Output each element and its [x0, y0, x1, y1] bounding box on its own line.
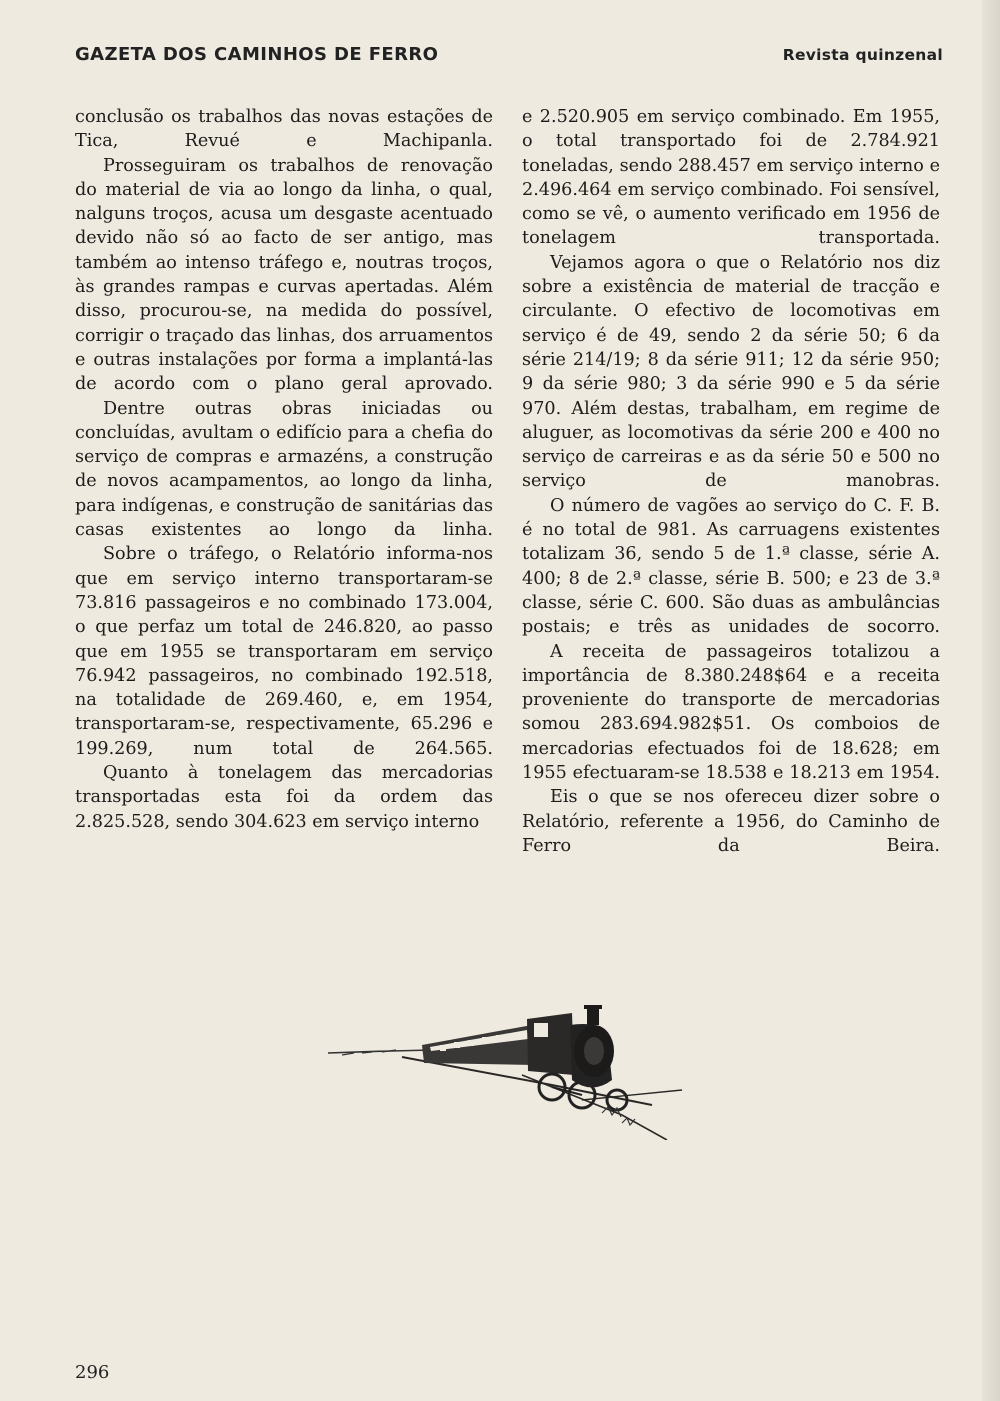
paragraph: conclusão os trabalhos das novas estações de Tica, Revué e Machipanla. [75, 107, 493, 152]
paragraph: e 2.520.905 em serviço combinado. Em 1955, o total transportado foi de 2.784.921 toneladas, sendo 288.457 em serviço interno e 2.496.464 em serviço combinado. Foi sensível, como se vê, o aumento verificado em 1956 de tonelagem transportada. [522, 107, 940, 249]
page-edge [982, 0, 1000, 1401]
paragraph: Eis o que se nos ofereceu dizer sobre o Relatório, referente a 1956, do Caminho de Ferro da Beira. [522, 787, 940, 856]
journal-subtitle: Revista quinzenal [782, 46, 943, 64]
page-header [75, 44, 943, 72]
paragraph: O número de vagões ao serviço do C. F. B. é no total de 981. As carruagens existentes totalizam 36, sendo 5 de 1.ª classe, série A. 400; 8 de 2.ª classe, série B. 500; e 23 de 3.ª classe, série C. 600. São duas as ambulâncias postais; e três as unidades de socorro. [522, 495, 940, 638]
right-column [522, 105, 940, 858]
paragraph: Prosseguiram os trabalhos de renovação do material de via ao longo da linha, o qual, nalguns troços, acusa um desgaste acentuado devido não só ao facto de ser antigo, mas também ao intenso tráfego e, noutras troços, às grandes rampas e curvas apertadas. Além disso, procurou-se, na medida do possível, corrigir o traçado das linhas, dos arruamentos e outras instalações por forma a implantá-las de acordo com o plano geral aprovado. [75, 155, 493, 395]
paragraph: Sobre o tráfego, o Relatório informa-nos que em serviço interno transportaram-se 73.816 passageiros e no combinado 173.004, o que perfaz um total de 246.820, ao passo que em 1955 se transportaram em serviço 76.942 passageiros, no combinado 192.518, na totalidade de 269.460, e, em 1954, transportaram-se, respectivamente, 65.296 e 199.269, num total de 264.565. [75, 544, 493, 759]
left-column [75, 105, 493, 834]
train-illustration [322, 1005, 702, 1140]
paragraph: Vejamos agora o que o Relatório nos diz sobre a existência de material de tracção e circulante. O efectivo de locomotivas em serviço é de 49, sendo 2 da série 50; 6 da série 214/19; 8 da série 911; 12 da série 950; 9 da série 980; 3 da série 990 e 5 da série 970. Além destas, trabalham, em regime de aluguer, as locomotivas da série 200 e 400 no serviço de carreiras e as da série 50 e 500 no serviço de manobras. [522, 252, 940, 492]
page-number: 296 [75, 1362, 110, 1383]
paragraph: Dentre outras obras iniciadas ou concluídas, avultam o edifício para a chefia do serviço de compras e armazéns, a construção de novos acampamentos, ao longo da linha, para indígenas, e construção de sanitárias das casas existentes ao longo da linha. [75, 398, 493, 541]
paragraph: Quanto à tonelagem das mercadorias transportadas esta foi da ordem das 2.825.528, sendo 304.623 em serviço interno [75, 763, 493, 832]
journal-title: GAZETA DOS CAMINHOS DE FERRO [75, 44, 439, 65]
paragraph: A receita de passageiros totalizou a importância de 8.380.248$64 e a receita proveniente do transporte de mercadorias somou 283.694.982$51. Os comboios de mercadorias efectuados foi de 18.628; em 1955 efectuaram-se 18.538 e 18.213 em 1954. [522, 641, 940, 784]
